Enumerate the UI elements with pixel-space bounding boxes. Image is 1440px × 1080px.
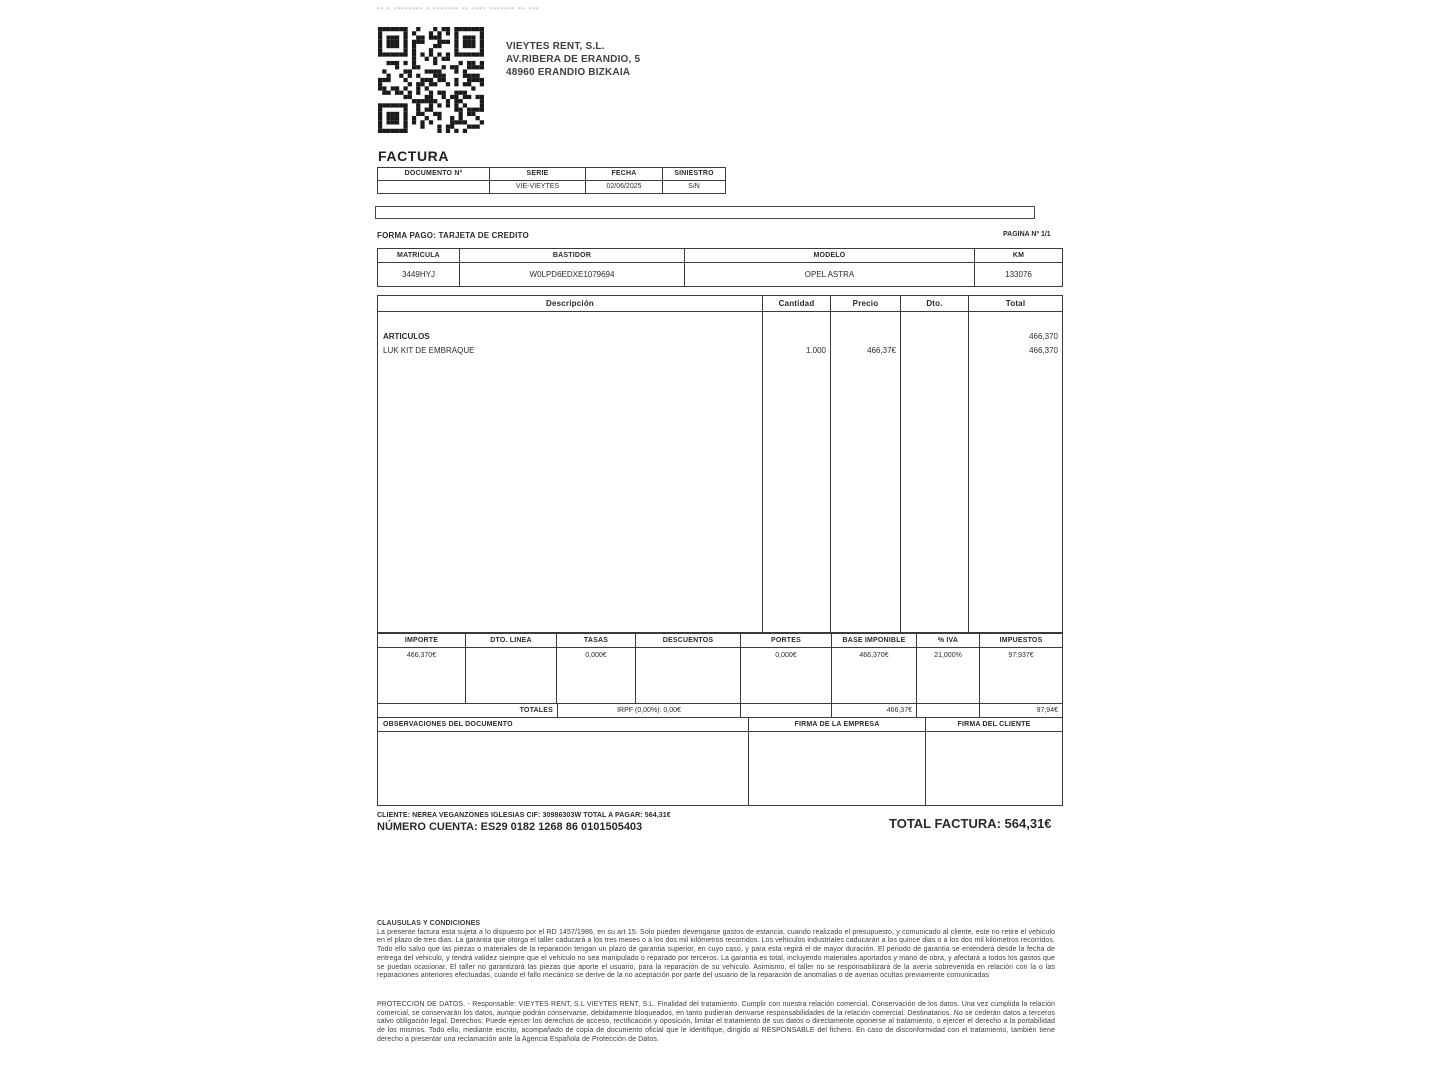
- line-items-table: [377, 295, 1063, 633]
- line-row-group-label: ARTICULOS: [383, 332, 430, 341]
- vehicle-modelo-value: OPEL ASTRA: [684, 262, 975, 287]
- vehicle-table: [377, 248, 1063, 287]
- observaciones-box: [377, 731, 749, 806]
- lines-total-header: Total: [968, 295, 1063, 312]
- cliente-line: CLIENTE: NEREA VEGANZONES IGLESIAS CIF: 30986303W TOTAL A PAGAR: 564,31€: [377, 812, 671, 819]
- proteccion-datos-block: [377, 1001, 1055, 1045]
- totals-descuentos-value: [635, 647, 741, 704]
- totales-impuestos-total: 97,94€: [979, 703, 1063, 718]
- totales-label: TOTALES: [377, 703, 558, 718]
- doc-col-siniestro-header: SINIESTRO: [662, 167, 726, 181]
- line-items-body: [377, 311, 1063, 633]
- totals-tasas-value: 0,000€: [556, 647, 636, 704]
- lines-descripcion-header: Descripción: [377, 295, 763, 312]
- company-name: VIEYTES RENT, S.L.: [506, 41, 605, 52]
- totals-importe-header: IMPORTE: [377, 633, 466, 648]
- company-block: [506, 40, 640, 79]
- line-row-total: 466,370: [1029, 346, 1058, 355]
- totals-tasas-header: TASAS: [556, 633, 636, 648]
- line-row-cantidad: 1.000: [805, 346, 826, 355]
- reference-box: [375, 206, 1035, 219]
- totals-impuestos-header: IMPUESTOS: [979, 633, 1063, 648]
- lines-precio-header: Precio: [830, 295, 901, 312]
- observaciones-header: OBSERVACIONES DEL DOCUMENTO: [377, 717, 749, 732]
- firma-cliente-header: FIRMA DEL CLIENTE: [925, 717, 1063, 732]
- totals-dto-linea-header: DTO. LINEA: [465, 633, 557, 648]
- forma-pago-label: FORMA PAGO: TARJETA DE CREDITO: [377, 231, 529, 240]
- scan-artifact-text: ▪▪ ▪ ▪▪▪▪▪▪▪▪ ▪ ▪▪▪▪▪▪▪ ▪▪ ▪▪▪▪ ▪▪▪▪▪▪▪ ▪▪ ▪▪▪: [377, 6, 540, 12]
- totales-base-total: 466,37€: [831, 703, 917, 718]
- totals-impuestos-value: 97,937€: [979, 647, 1063, 704]
- totals-base-value: 466,370€: [831, 647, 917, 704]
- clausulas-block: [377, 920, 1055, 981]
- page-title: FACTURA: [378, 148, 450, 164]
- vehicle-km-header: KM: [974, 248, 1063, 263]
- doc-fecha-value: 02/06/2025: [585, 180, 663, 194]
- clausulas-body: La presente factura esta sujeta a lo dispuesto por el RD 1457/1986, en su art 15. Solo pueden devengarse gastos de estancia, cuando realizado el presupuesto, y comunicado al cliente, este no retire el vehiculo en el plazo de tres dias. La garantia que otorga el taller caducará a los tres meses o a los dos mil kilómetros recorridos. Los vehiculos industriales caducarán a los quince dias o a los dos mil kilómetros recorridos. Todo ello salvo que las piezas o materiales de la reparación tengan un plazo de garantia superior, en cuyo caso, y para esta regirá el de mayor duración. El periodo de garantia se entenderá desde la fecha de entrega del vehiculo, y tendrá validez siempre que el vehiculo no sea manipulado o reparado por terceros. La garantia es total, incluyendo materiales aportados y mano de obra, y afectará a todos los gastos que se puedan ocasionar. El taller no garantizará las piezas que aporte el usuario, para la reparación de su vehiculo. Asimismo, el taller no se responsabilizará de la averia sobrevenida en relación con la o las reparaciones anteriores efectuadas, cuando el fallo mecánico se derive de la no aceptación por parte del usuario de la reparación de anomalias o de averias ocultas previamente comunicadas: [377, 928, 1055, 980]
- clausulas-title: CLAUSULAS Y CONDICIONES: [377, 920, 481, 927]
- totals-base-header: BASE IMPONIBLE: [831, 633, 917, 648]
- vehicle-bastidor-value: W0LPD6EDXE1079694: [459, 262, 685, 287]
- line-row-precio: 466,37€: [867, 346, 896, 355]
- totals-dto-linea-value: [465, 647, 557, 704]
- pagina-label: PAGINA Nº 1/1: [1003, 231, 1051, 238]
- vehicle-bastidor-header: BASTIDOR: [459, 248, 685, 263]
- firma-empresa-box: [748, 731, 926, 806]
- company-address-line2: 48960 ERANDIO BIZKAIA: [506, 67, 631, 78]
- company-address-line1: AV.RIBERA DE ERANDIO, 5: [506, 54, 641, 65]
- line-row-group-total: 466,370: [1029, 332, 1058, 341]
- firma-empresa-header: FIRMA DE LA EMPRESA: [748, 717, 926, 732]
- totals-portes-value: 0,000€: [740, 647, 832, 704]
- vehicle-km-value: 133076: [974, 262, 1063, 287]
- numero-cuenta-line: NÚMERO CUENTA: ES29 0182 1268 86 0101505403: [377, 821, 643, 833]
- totales-irpf: IRPF (0,00%): 0,00€: [557, 703, 741, 718]
- doc-col-serie-header: SERIE: [489, 167, 586, 181]
- totals-importe-value: 466,370€: [377, 647, 466, 704]
- doc-serie-value: VIE-VIEYTES: [489, 180, 586, 194]
- qr-code: [378, 27, 484, 133]
- totals-iva-header: % IVA: [916, 633, 980, 648]
- firma-cliente-box: [925, 731, 1063, 806]
- doc-documento-value: [377, 180, 490, 194]
- doc-col-fecha-header: FECHA: [585, 167, 663, 181]
- document-header-table: [377, 167, 726, 194]
- lines-cantidad-header: Cantidad: [762, 295, 831, 312]
- proteccion-datos-body: PROTECCION DE DATOS. - Responsable: VIEYTES RENT, S.L VIEYTES RENT, S.L. Finalidad del tratamiento. Cumplir con nuestra relación comercial. Conservación de los datos. Una vez cumplida la relación comercial, se conservarán los datos, aunque podrán conservarse, debidamente bloqueados, en tanto pudieran derivarse responsabilidades de la relación comercial. Destinatarios. No se cederán datos a terceros salvo obligación legal. Derechos. Puede ejercer los derechos de acceso, rectificación y oposición, limitar el tratamiento de sus datos o directamente oponerse al tratamiento, o ejercer el derecho a la portabilidad de los mismos. Todo ello, mediante escrito, acompañado de copia de documento oficial que le identifique, dirigido al RESPONSABLE del fichero. En caso de disconformidad con el tratamiento, también tiene derecho a presentar una reclamación ante la Agencia Española de Protección de Datos.: [377, 1001, 1055, 1043]
- vehicle-matricula-header: MATRICULA: [377, 248, 460, 263]
- lines-dto-header: Dto.: [900, 295, 969, 312]
- doc-siniestro-value: S/N: [662, 180, 726, 194]
- vehicle-modelo-header: MODELO: [684, 248, 975, 263]
- total-factura-line: TOTAL FACTURA: 564,31€: [889, 816, 1052, 831]
- vehicle-matricula-value: 3449HYJ: [377, 262, 460, 287]
- totals-portes-header: PORTES: [740, 633, 832, 648]
- totals-iva-value: 21,000%: [916, 647, 980, 704]
- totals-table: [377, 633, 1063, 806]
- doc-col-documento-header: DOCUMENTO Nº: [377, 167, 490, 181]
- line-row-description: LUK KIT DE EMBRAQUE: [383, 346, 475, 355]
- totals-descuentos-header: DESCUENTOS: [635, 633, 741, 648]
